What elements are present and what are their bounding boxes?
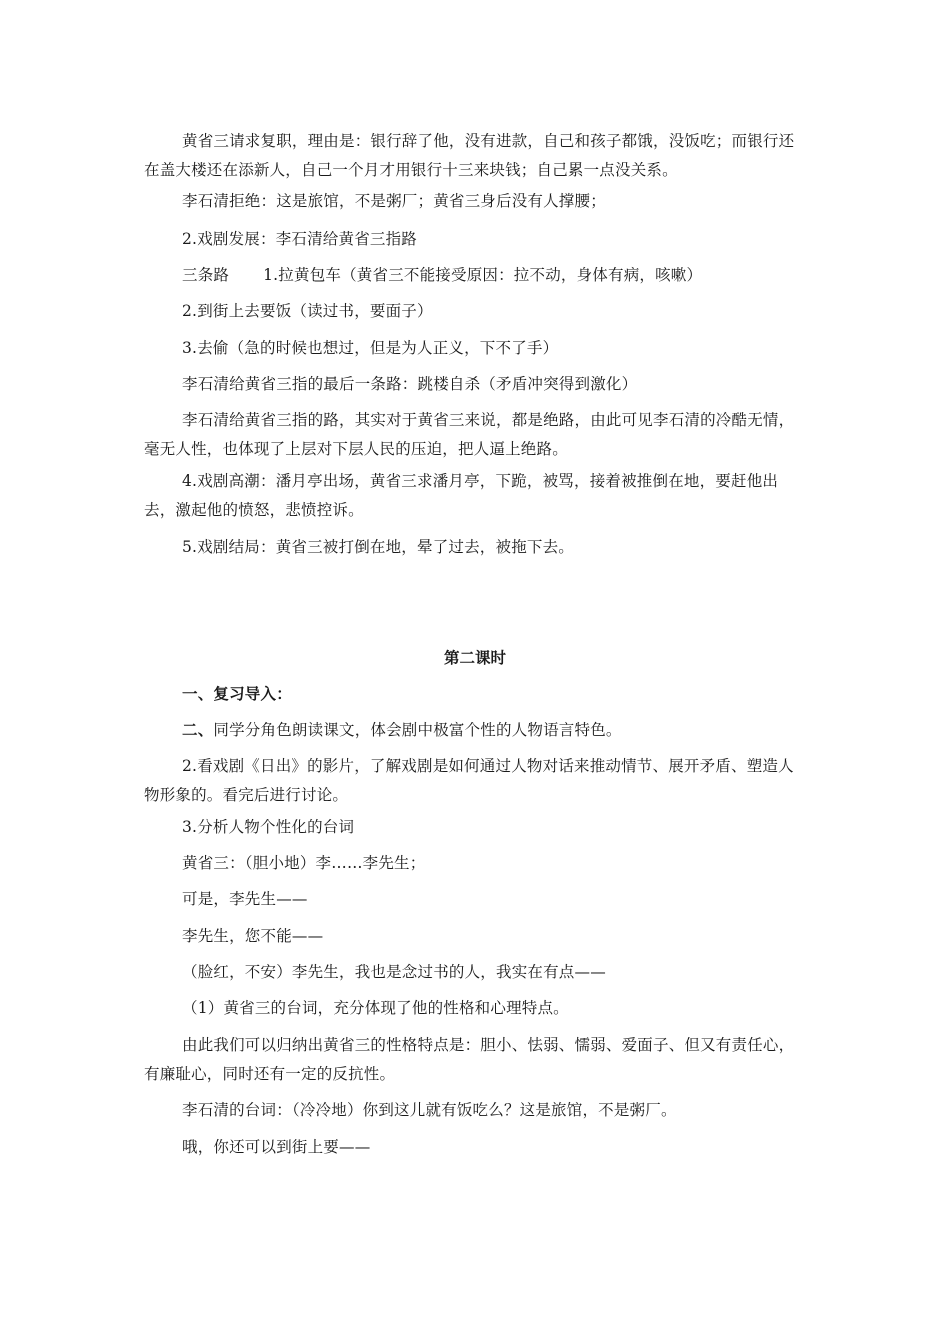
paragraph-li-line-2: 哦，你还可以到街上要—— (182, 1138, 371, 1156)
paragraph-drama-ending: 5.戏剧结局：黄省三被打倒在地，晕了过去，被拖下去。 (182, 538, 574, 556)
paragraph-li-refuses: 李石清拒绝：这是旅馆，不是粥厂；黄省三身后没有人撑腰； (182, 192, 606, 210)
paragraph-watch-film: 2.看戏剧《日出》的影片，了解戏剧是如何通过人物对话来推动情节、展开矛盾、塑造人物形象的。看完后进行讨论。 (144, 757, 794, 804)
paragraph-road-steal: 3.去偷（急的时候也想过，但是为人正义，下不了手） (182, 339, 559, 357)
paragraph-role-reading (144, 715, 806, 745)
section-title: 第二课时 (443, 648, 506, 667)
paragraph-huang-lines-summary: （1）黄省三的台词，充分体现了他的性格和心理特点。 (182, 999, 569, 1017)
heading-review-intro: 一、复习导入： (182, 684, 292, 703)
paragraph-analyze-lines: 3.分析人物个性化的台词 (182, 818, 355, 836)
paragraph-road-beg: 2.到街上去要饭（读过书，要面子） (182, 302, 433, 320)
paragraph-huang-character: 由此我们可以归纳出黄省三的性格特点是：胆小、怯弱、懦弱、爱面子、但又有责任心，有廉耻心，同时还有一定的反抗性。 (144, 1036, 795, 1083)
paragraph-last-road: 李石清给黄省三指的最后一条路：跳楼自杀（矛盾冲突得到激化） (182, 375, 638, 393)
item-number-two: 二、 (182, 720, 214, 739)
three-roads-label: 三条路 (182, 266, 230, 284)
paragraph-dead-end-analysis: 李石清给黄省三指的路，其实对于黄省三来说，都是绝路，由此可见李石清的冷酷无情，毫无人性，也体现了上层对下层人民的压迫，把人逼上绝路。 (144, 411, 795, 458)
paragraph-huang-line-3: 李先生，您不能—— (182, 927, 324, 945)
paragraph-li-line-1: 李石清的台词：（冷冷地）你到这儿就有饭吃么？这是旅馆，不是粥厂。 (182, 1101, 677, 1119)
paragraph-huang-line-1: 黄省三：（胆小地）李……李先生； (182, 854, 426, 872)
paragraph-drama-climax: 4.戏剧高潮：潘月亭出场，黄省三求潘月亭，下跪，被骂，接着被推倒在地，要赶他出去，激起他的愤怒，悲愤控诉。 (144, 472, 779, 519)
paragraph-request-reinstatement: 黄省三请求复职，理由是：银行辞了他，没有进款，自己和孩子都饿，没饭吃；而银行还在盖大楼还在添新人，自己一个月才用银行十三来块钱；自己累一点没关系。 (144, 132, 795, 179)
paragraph-drama-development: 2.戏剧发展：李石清给黄省三指路 (182, 230, 417, 248)
paragraph-huang-line-4: （脸红，不安）李先生，我也是念过书的人，我实在有点—— (182, 963, 606, 981)
paragraph-three-roads (144, 261, 806, 290)
paragraph-huang-line-2: 可是，李先生—— (182, 890, 308, 908)
role-reading-text: 同学分角色朗读课文，体会剧中极富个性的人物语言特色。 (213, 721, 622, 739)
three-roads-first: 1.拉黄包车（黄省三不能接受原因：拉不动，身体有病，咳嗽） (263, 266, 703, 284)
